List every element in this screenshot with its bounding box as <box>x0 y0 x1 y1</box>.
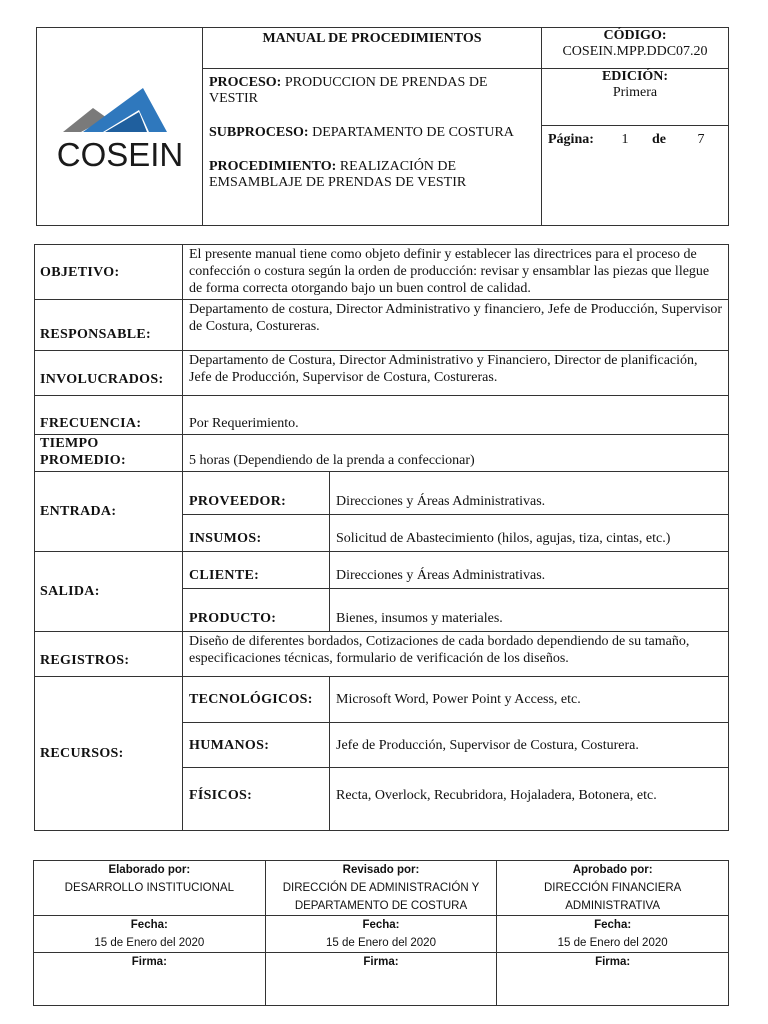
firma-cell-2 <box>265 953 497 1006</box>
tecnologicos-label: TECNOLÓGICOS: <box>183 677 330 723</box>
codigo-cell <box>542 28 729 69</box>
responsable-label: RESPONSABLE: <box>35 300 183 351</box>
fisicos-text: Recta, Overlock, Recubridora, Hojaladera, Botonera, etc. <box>330 768 729 831</box>
insumos-label: INSUMOS: <box>183 515 330 552</box>
edicion-cell <box>542 69 729 126</box>
humanos-text: Jefe de Producción, Supervisor de Costura, Costurera. <box>330 723 729 768</box>
process-info-cell <box>203 69 542 226</box>
frecuencia-text: Por Requerimiento. <box>183 396 729 435</box>
registros-text: Diseño de diferentes bordados, Cotizaciones de cada bordado dependiendo de su tamaño, especificaciones técnicas, formulario de verificación de los diseños. <box>183 632 729 677</box>
pagina-de: de <box>652 132 666 147</box>
aprobado-label: Aprobado por: <box>572 864 653 876</box>
producto-text: Bienes, insumos y materiales. <box>330 589 729 632</box>
salida-label: SALIDA: <box>35 552 183 632</box>
cliente-row <box>35 552 729 589</box>
involucrados-text: Departamento de Costura, Director Administrativo y Financiero, Director de planificación, Jefe de Producción, Supervisor de Costura, Costureras. <box>183 351 729 396</box>
fecha-label: Fecha: <box>362 919 400 931</box>
tiempo-text: 5 horas (Dependiendo de la prenda a confeccionar) <box>183 435 729 472</box>
aprobado-value-2: ADMINISTRATIVA <box>565 900 661 912</box>
registros-label: REGISTROS: <box>35 632 183 677</box>
elaborado-label: Elaborado por: <box>108 864 191 876</box>
proveedor-text: Direcciones y Áreas Administrativas. <box>330 472 729 515</box>
fecha-value: 15 de Enero del 2020 <box>325 937 436 949</box>
objetivo-row <box>35 245 729 300</box>
registros-row <box>35 632 729 677</box>
subproceso-label: SUBPROCESO: <box>209 125 309 140</box>
pagina-num: 1 <box>621 132 629 147</box>
approval-table <box>33 860 729 1006</box>
aprobado-cell <box>497 861 729 916</box>
firma-cell-3 <box>497 953 729 1006</box>
fecha-cell-3 <box>497 916 729 953</box>
revisado-value-1: DIRECCIÓN DE ADMINISTRACIÓN Y <box>282 882 480 894</box>
elaborado-value: DESARROLLO INSTITUCIONAL <box>64 882 234 894</box>
tiempo-label: TIEMPO PROMEDIO: <box>35 435 183 472</box>
humanos-label: HUMANOS: <box>183 723 330 768</box>
logo-cell <box>37 28 203 226</box>
elaborado-cell <box>34 861 266 916</box>
tecnologicos-text: Microsoft Word, Power Point y Access, etc. <box>330 677 729 723</box>
fecha-value: 15 de Enero del 2020 <box>557 937 668 949</box>
entrada-label: ENTRADA: <box>35 472 183 552</box>
fecha-value: 15 de Enero del 2020 <box>94 937 205 949</box>
subproceso-value: DEPARTAMENTO DE COSTURA <box>312 125 514 140</box>
proceso-value: PRODUCCION DE PRENDAS DE VESTIR <box>209 75 488 106</box>
fisicos-label: FÍSICOS: <box>183 768 330 831</box>
proveedor-label: PROVEEDOR: <box>183 472 330 515</box>
firma-label: Firma: <box>131 956 167 968</box>
fecha-row <box>34 916 729 953</box>
pagina-total: 7 <box>697 132 705 147</box>
insumos-text: Solicitud de Abastecimiento (hilos, agujas, tiza, cintas, etc.) <box>330 515 729 552</box>
manual-title: MANUAL DE PROCEDIMIENTOS <box>203 28 542 69</box>
codigo-label: CÓDIGO: <box>603 28 667 43</box>
procedure-table <box>34 244 729 831</box>
proceso-label: PROCESO: <box>209 75 282 90</box>
frecuencia-label: FRECUENCIA: <box>35 396 183 435</box>
involucrados-label: INVOLUCRADOS: <box>35 351 183 396</box>
responsable-row <box>35 300 729 351</box>
subproceso-row <box>209 125 535 141</box>
edicion-value: Primera <box>612 85 658 100</box>
firma-label: Firma: <box>595 956 631 968</box>
pagina-cell <box>542 126 729 226</box>
fecha-cell-2 <box>265 916 497 953</box>
tiempo-row <box>35 435 729 472</box>
tecnologicos-row <box>35 677 729 723</box>
edicion-label: EDICIÓN: <box>601 69 669 84</box>
fecha-cell-1 <box>34 916 266 953</box>
proveedor-row <box>35 472 729 515</box>
firma-row <box>34 953 729 1006</box>
responsable-text: Departamento de costura, Director Administrativo y financiero, Jefe de Producción, Supervisor de Costura, Costureras. <box>183 300 729 351</box>
cosein-logo <box>45 74 195 174</box>
codigo-value: COSEIN.MPP.DDC07.20 <box>562 44 708 59</box>
involucrados-row <box>35 351 729 396</box>
recursos-label: RECURSOS: <box>35 677 183 831</box>
proceso-row <box>209 75 535 107</box>
producto-label: PRODUCTO: <box>183 589 330 632</box>
revisado-label: Revisado por: <box>342 864 420 876</box>
pagina-label: Página: <box>548 132 594 147</box>
objetivo-text: El presente manual tiene como objeto definir y establecer las directrices para el proceso de confección o costura según la orden de producción: revisar y ensamblar las piezas que llegue de forma correcta otorgando bajo un buen control de calidad. <box>183 245 729 300</box>
fecha-label: Fecha: <box>130 919 168 931</box>
fecha-label: Fecha: <box>594 919 632 931</box>
aprobado-value-1: DIRECCIÓN FINANCIERA <box>543 882 682 894</box>
cliente-text: Direcciones y Áreas Administrativas. <box>330 552 729 589</box>
header-table <box>36 27 729 226</box>
revisado-value-2: DEPARTAMENTO DE COSTURA <box>294 900 468 912</box>
procedimiento-label: PROCEDIMIENTO: <box>209 159 337 174</box>
approval-row <box>34 861 729 916</box>
objetivo-label: OBJETIVO: <box>35 245 183 300</box>
frecuencia-row <box>35 396 729 435</box>
procedimiento-value: REALIZACIÓN DE EMSAMBLAJE DE PRENDAS DE VESTIR <box>209 159 467 190</box>
firma-label: Firma: <box>363 956 399 968</box>
revisado-cell <box>265 861 497 916</box>
firma-cell-1 <box>34 953 266 1006</box>
procedimiento-row <box>209 159 535 191</box>
logo-text: COSEIN <box>56 136 183 173</box>
cliente-label: CLIENTE: <box>183 552 330 589</box>
